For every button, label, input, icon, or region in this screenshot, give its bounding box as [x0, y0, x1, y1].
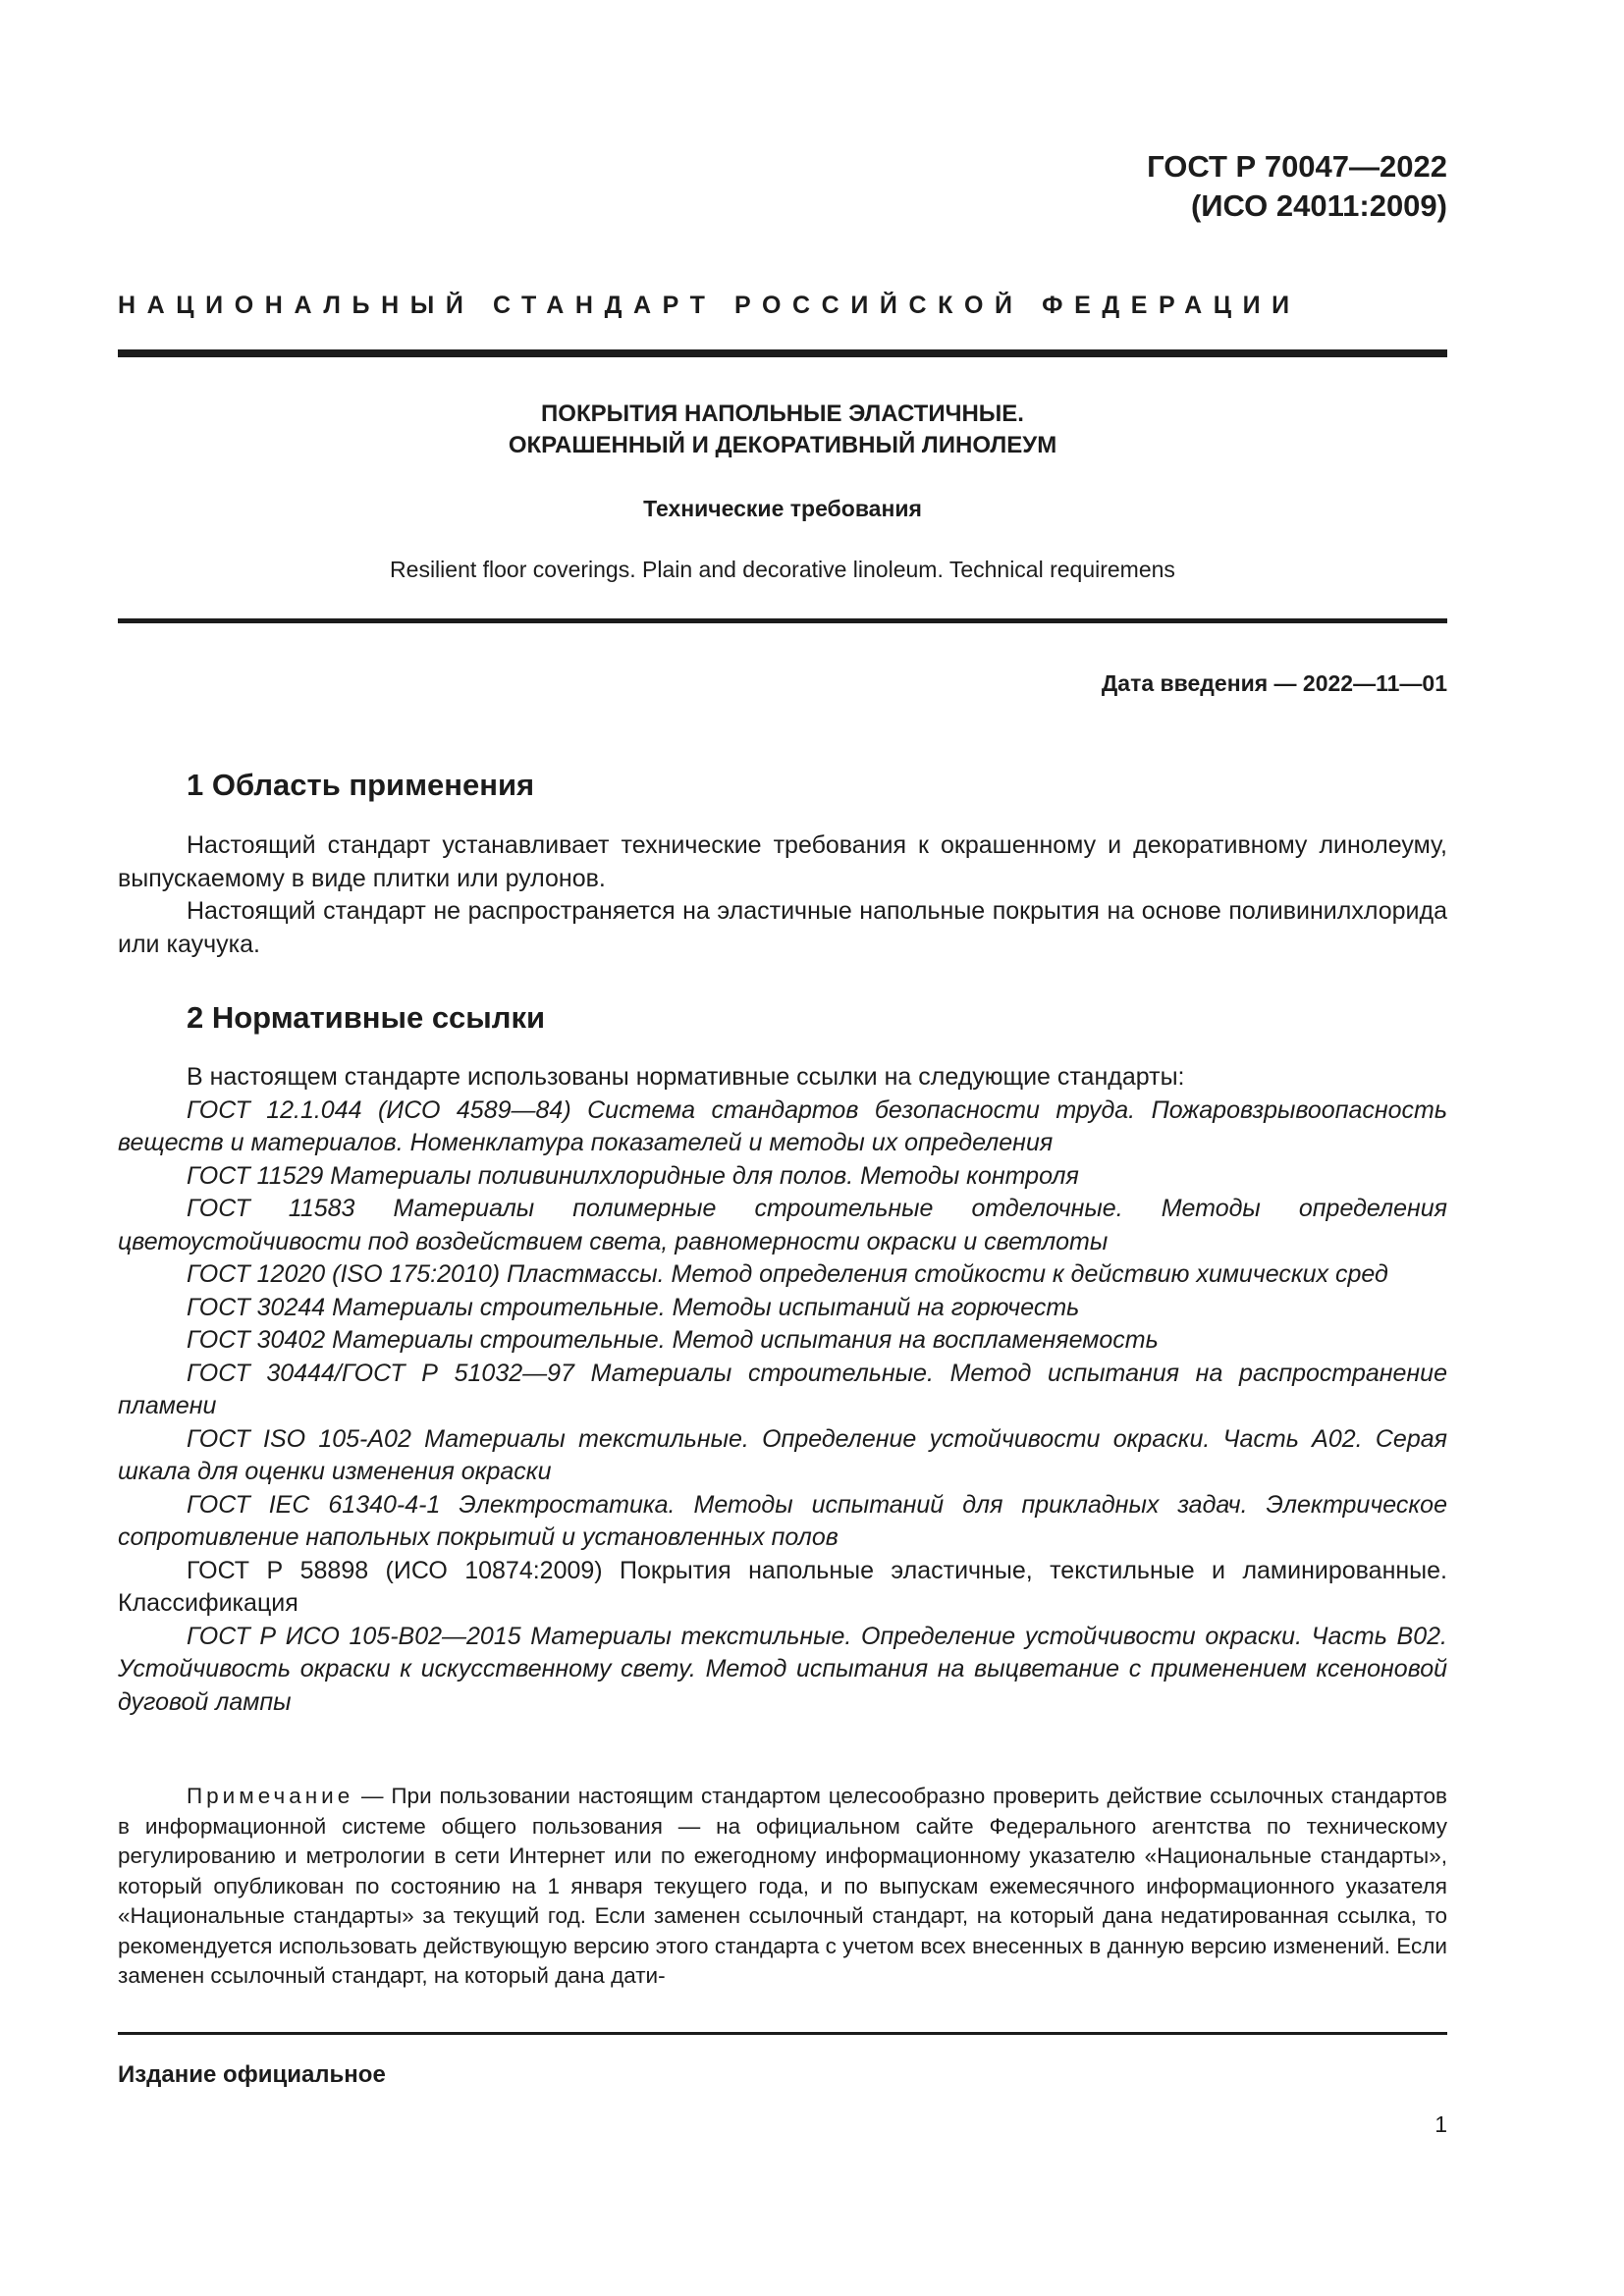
note-paragraph: [118, 1782, 1447, 1992]
reference-item: ГОСТ 30402 Материалы строительные. Метод испытания на воспламеняемость: [187, 1326, 1159, 1354]
section-1-paragraph-2: Настоящий стандарт не распространяется на эластичные напольные покрытия на основе поливинилхлорида или каучука.: [118, 897, 1447, 958]
title-line1: ПОКРЫТИЯ НАПОЛЬНЫЕ ЭЛАСТИЧНЫЕ.: [541, 400, 1024, 427]
reference-item: ГОСТ 12.1.044 (ИСО 4589—84) Система стандартов безопасности труда. Пожаровзрывоопасность веществ и материалов. Номенклатура показателей и методы их определения: [118, 1095, 1447, 1156]
title-divider: [118, 618, 1447, 623]
national-standard-banner: НАЦИОНАЛЬНЫЙ СТАНДАРТ РОССИЙСКОЙ ФЕДЕРАЦИИ: [118, 292, 1301, 319]
section-2-intro: В настоящем стандарте использованы нормативные ссылки на следующие стандарты:: [187, 1063, 1185, 1091]
official-edition-label: Издание официальное: [118, 2061, 386, 2088]
subtitle: Технические требования: [643, 496, 922, 521]
note-label: Примечание: [187, 1784, 354, 1808]
section-2-heading: 2 Нормативные ссылки: [187, 1000, 546, 1035]
section-2-body: [118, 1061, 1447, 1719]
reference-item: ГОСТ 11529 Материалы поливинилхлоридные для полов. Методы контроля: [187, 1161, 1079, 1190]
reference-item: ГОСТ 30444/ГОСТ Р 51032—97 Материалы строительные. Метод испытания на распространение пламени: [118, 1359, 1447, 1419]
english-title: Resilient floor coverings. Plain and decorative linoleum. Technical requiremens: [390, 557, 1175, 582]
date-introduced: Дата введения — 2022—11—01: [1101, 670, 1447, 696]
reference-item: ГОСТ ISO 105-A02 Материалы текстильные. Определение устойчивости окраски. Часть А02. Серая шкала для оценки изменения окраски: [118, 1424, 1447, 1485]
reference-item: ГОСТ 12020 (ISO 175:2010) Пластмассы. Метод определения стойкости к действию химических сред: [187, 1260, 1388, 1288]
page-number: 1: [1435, 2111, 1447, 2137]
note-text: — При пользовании настоящим стандартом целесообразно проверить действие ссылочных стандартов в информационной системе общего пользования — на официальном сайте Федерального агентства по техническому регулированию и метрологии в сети Интернет или по ежегодному информационному указателю «Национальные стандарты», который опубликован по состоянию на 1 января текущего года, и по выпускам ежемесячного информационного указателя «Национальные стандарты» за текущий год. Если заменен ссылочный стандарт, на который дана недатированная ссылка, то рекомендуется использовать действующую версию этого стандарта с учетом всех внесенных в данную версию изменений. Если заменен ссылочный стандарт, на который дана дати-: [118, 1784, 1447, 1988]
title-line2: ОКРАШЕННЫЙ И ДЕКОРАТИВНЫЙ ЛИНОЛЕУМ: [508, 432, 1057, 458]
reference-item: ГОСТ Р 58898 (ИСО 10874:2009) Покрытия напольные эластичные, текстильные и ламинированные. Классификация: [118, 1556, 1447, 1617]
standard-code-line1: ГОСТ Р 70047—2022: [1147, 149, 1447, 184]
section-1-heading: 1 Область применения: [187, 768, 535, 802]
footer-divider: [118, 2032, 1447, 2035]
reference-item: ГОСТ IEC 61340-4-1 Электростатика. Методы испытаний для прикладных задач. Электрическое сопротивление напольных покрытий и установленных полов: [118, 1490, 1447, 1551]
standard-code-line2: (ИСО 24011:2009): [1190, 188, 1447, 223]
reference-item: ГОСТ 30244 Материалы строительные. Методы испытаний на горючесть: [187, 1293, 1080, 1321]
section-1-body: [118, 829, 1447, 961]
standard-code: [1147, 147, 1447, 226]
reference-item: ГОСТ 11583 Материалы полимерные строительные отделочные. Методы определения цветоустойчивости под воздействием света, равномерности окраски и светлоты: [118, 1195, 1447, 1255]
top-divider: [118, 349, 1447, 357]
reference-item: ГОСТ Р ИСО 105-В02—2015 Материалы текстильные. Определение устойчивости окраски. Часть В02. Устойчивость окраски к искусственному свету. Метод испытания на выцветание с применением ксеноновой дуговой лампы: [118, 1622, 1447, 1716]
section-1-paragraph-1: Настоящий стандарт устанавливает технические требования к окрашенному и декоративному линолеуму, выпускаемому в виде плитки или рулонов.: [118, 831, 1447, 892]
